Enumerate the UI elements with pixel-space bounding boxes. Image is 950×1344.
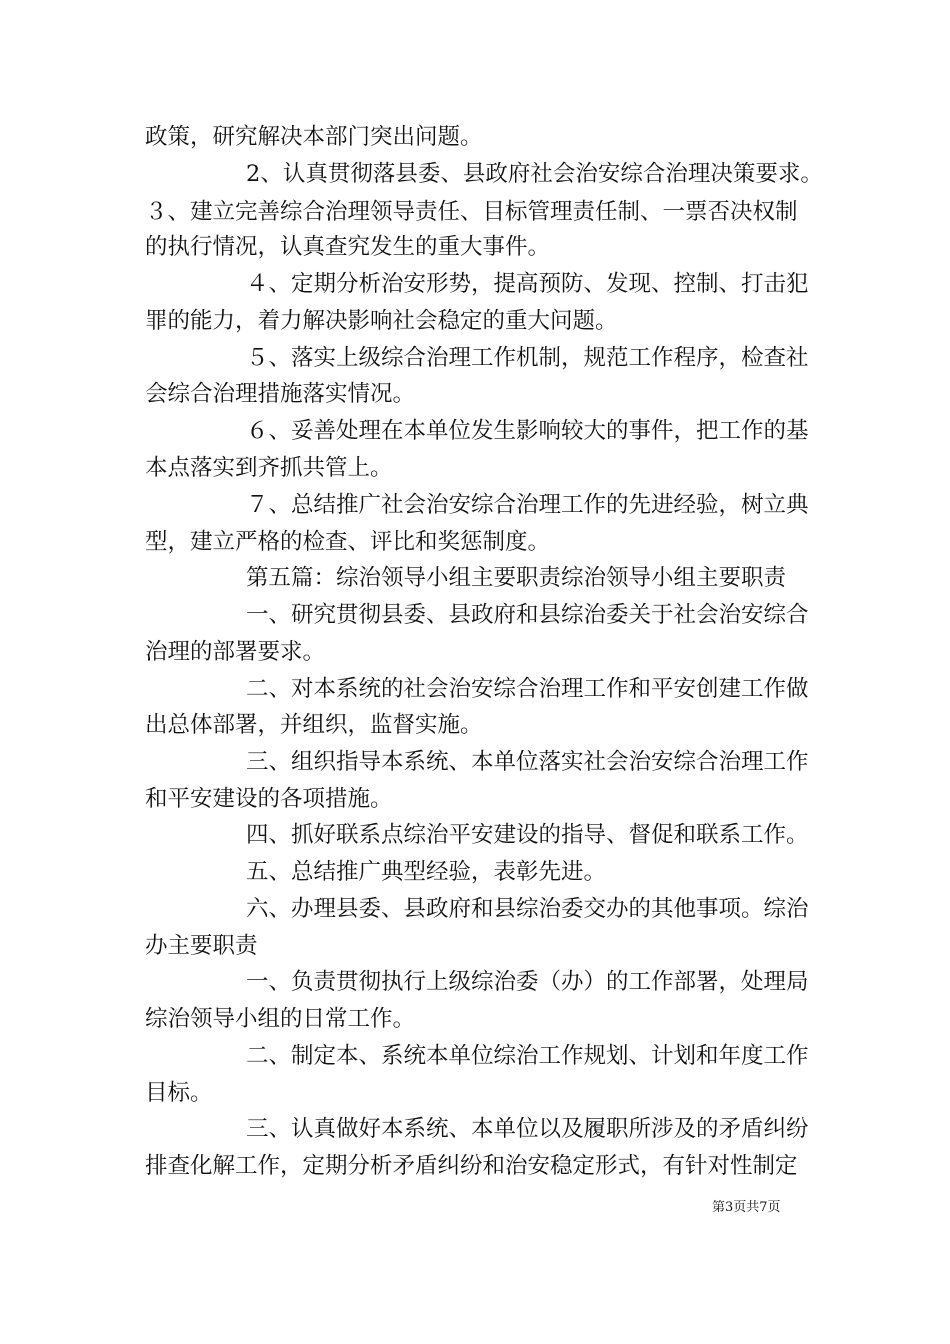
text-line: 办主要职责 <box>145 933 258 959</box>
text-line: 和平安建设的各项措施。 <box>145 786 393 812</box>
text-line: 三、认真做好本系统、本单位以及履职所涉及的矛盾纠纷 <box>246 1116 809 1142</box>
text-line: ７、总结推广社会治安综合治理工作的先进经验，树立典 <box>246 492 809 518</box>
section-heading: 第五篇：综治领导小组主要职责综治领导小组主要职责 <box>246 565 787 591</box>
text-line: 政策，研究解决本部门突出问题。 <box>145 124 483 150</box>
text-line: 二、对本系统的社会治安综合治理工作和平安创建工作做 <box>246 676 809 702</box>
text-line: 治理的部署要求。 <box>145 639 326 665</box>
text-line: 四、抓好联系点综治平安建设的指导、督促和联系工作。 <box>246 822 809 848</box>
text-line: 一、负责贯彻执行上级综治委（办）的工作部署，处理局 <box>246 969 809 995</box>
text-line: 罪的能力，着力解决影响社会稳定的重大问题。 <box>145 308 618 334</box>
text-line: 二、制定本、系统本单位综治工作规划、计划和年度工作 <box>246 1043 809 1069</box>
text-line: ６、妥善处理在本单位发生影响较大的事件，把工作的基 <box>246 418 809 444</box>
text-line: 目标。 <box>145 1080 213 1106</box>
text-line: 的执行情况，认真查究发生的重大事件。 <box>145 234 551 260</box>
page-number: 第3页共7页 <box>712 1200 781 1215</box>
text-line: 五、总结推广典型经验，表彰先进。 <box>246 859 607 885</box>
text-line: 会综合治理措施落实情况。 <box>145 381 416 407</box>
text-line: ３、建立完善综合治理领导责任、目标管理责任制、一票否决权制 <box>145 199 798 225</box>
text-line: 出总体部署，并组织，监督实施。 <box>145 712 483 738</box>
text-line: 排查化解工作，定期分析矛盾纠纷和治安稳定形式，有针对性制定 <box>145 1153 798 1179</box>
text-line: 综治领导小组的日常工作。 <box>145 1006 416 1032</box>
text-line: 六、办理县委、县政府和县综治委交办的其他事项。综治 <box>246 896 809 922</box>
text-line: 2、认真贯彻落县委、县政府社会治安综合治理决策要求。 <box>246 161 823 187</box>
text-line: 一、研究贯彻县委、县政府和县综治委关于社会治安综合 <box>246 602 809 628</box>
text-line: 本点落实到齐抓共管上。 <box>145 455 393 481</box>
text-line: 型，建立严格的检查、评比和奖惩制度。 <box>145 529 551 555</box>
text-line: ４、定期分析治安形势，提高预防、发现、控制、打击犯 <box>246 271 809 297</box>
text-line: ５、落实上级综合治理工作机制，规范工作程序，检查社 <box>246 345 809 371</box>
text-line: 三、组织指导本系统、本单位落实社会治安综合治理工作 <box>246 749 809 775</box>
